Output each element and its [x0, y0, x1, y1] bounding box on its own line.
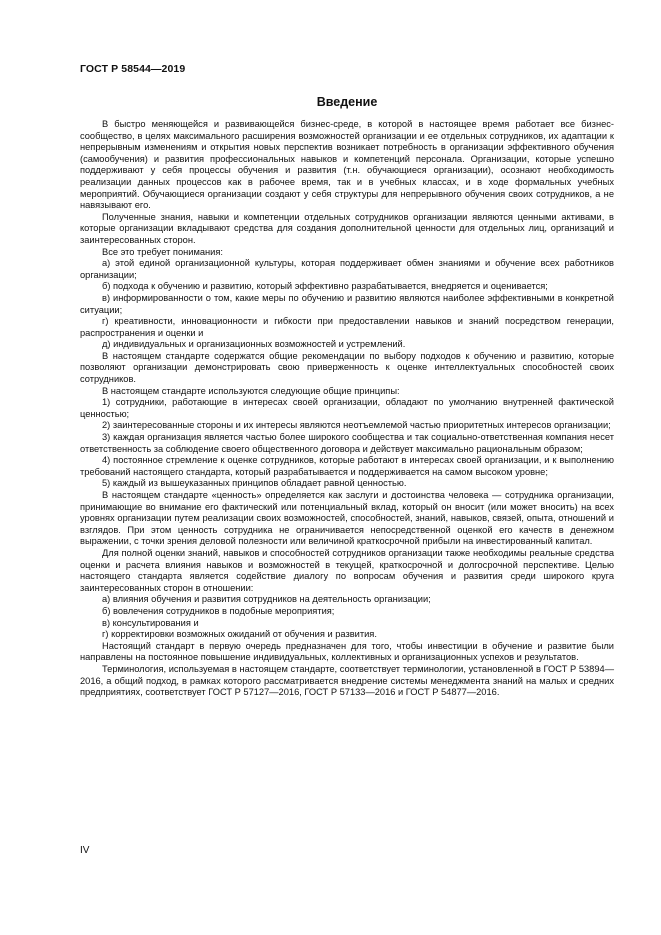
paragraph: б) вовлечения сотрудников в подобные мероприятия;	[102, 605, 335, 616]
paragraph: В настоящем стандарте содержатся общие рекомендации по выбору подходов к обучению и развитию, которые позволяют организации демонстрировать свою приверженность к оценке интеллектуальных способностей своих сотрудников.	[80, 350, 614, 385]
paragraph: в) информированности о том, какие меры по обучению и развитию являются наиболее эффективными в конкретной ситуации;	[80, 292, 614, 315]
paragraph: 3) каждая организация является частью более широкого сообщества и так социально-ответственная компания несет ответственность за соблюдение своего общественного договора и действует максимально рациональным образом;	[80, 432, 614, 454]
page-number: IV	[80, 845, 90, 856]
paragraph: г) креативности, инновационности и гибкости при предоставлении навыков и знаний посредством генерации, распространения и оценки и	[80, 316, 614, 338]
paragraph: В настоящем стандарте «ценность» определяется как заслуги и достоинства человека — сотрудника организации, принимающие во внимание его фактический или потенциальный вклад, который он вносит (или может вносить) на всех уровнях организации путем реализации своих возможностей, способностей, знаний, навыков, связей, опыта, отношений и взглядов. При этом ценность сотрудника не ограничивается непосредственной оценкой его качеств в денежном выражении, с точки зрения деловой полезности или величиной краткосрочной прибыли на инвестированный капитал.	[80, 490, 614, 547]
standard-code-header: ГОСТ Р 58544—2019	[80, 63, 186, 75]
paragraph: 1) сотрудники, работающие в интересах своей организации, обладают по умолчанию внутренней фактической ценностью;	[80, 397, 614, 419]
paragraph: в) консультирования и	[102, 617, 199, 628]
paragraph: Настоящий стандарт в первую очередь предназначен для того, чтобы инвестиции в обучение и развитие были направлены на постоянное повышение индивидуальных, коллективных и организационных успехов и результатов.	[80, 640, 614, 663]
document-body	[80, 119, 614, 699]
paragraph: В настоящем стандарте используются следующие общие принципы:	[102, 385, 400, 396]
paragraph: г) корректировки возможных ожиданий от обучения и развития.	[102, 629, 377, 640]
paragraph: Все это требует понимания:	[102, 246, 223, 257]
paragraph: Для полной оценки знаний, навыков и способностей сотрудников организации также необходимы реальные средства оценки и расчета влияния навыков и возможностей в текущей, краткосрочной и долгосрочной перспективе. Целью настоящего стандарта является содействие диалогу по вопросам обучения и развития среди широкого круга заинтересованных сторон в отношении:	[80, 547, 614, 593]
paragraph: б) подхода к обучению и развитию, который эффективно разрабатывается, внедряется и оценивается;	[102, 281, 548, 292]
paragraph: Полученные знания, навыки и компетенции отдельных сотрудников организации являются ценными активами, в которые организации вкладывают средства для создания дополнительной ценности для отдельных лиц, организаций и заинтересованных сторон.	[80, 211, 614, 245]
paragraph: а) влияния обучения и развития сотрудников на деятельность организации;	[102, 594, 431, 605]
paragraph: 5) каждый из вышеуказанных принципов обладает равной ценностью.	[102, 478, 407, 489]
paragraph: Терминология, используемая в настоящем стандарте, соответствует терминологии, установленной в ГОСТ Р 53894—2016, а общий подход, в рамках которого рассматривается внедрение системы менеджмента знаний на малых и средних предприятиях, соответствует ГОСТ Р 57127—2016, ГОСТ Р 57133—2016 и ГОСТ Р 54877—2016.	[80, 663, 614, 698]
section-title: Введение	[316, 95, 378, 109]
paragraph: В быстро меняющейся и развивающейся бизнес-среде, в которой в настоящее время работает все бизнес-сообщество, в целях максимального расширения возможностей организации и ее отдельных сотрудников, их адаптации к непрерывным изменениям и открытия новых перспектив возникает потребность в организации эффективного обучения (самообучения) и развития профессиональных навыков и компетенций персонала. Организации, которые успешно поддерживают у себя процессы обучения и развития (т.н. обучающиеся организации), осознают необходимость реализации данных процессов как в рабочее время, так и в учебных классах, и в ходе формальных учебных мероприятий. Обучающиеся организации создают у себя структуры для непрерывного обучения своих сотрудников, а не навязывают его.	[80, 119, 614, 211]
paragraph: д) индивидуальных и организационных возможностей и устремлений.	[102, 339, 406, 350]
paragraph: а) этой единой организационной культуры, которая поддерживает обмен знаниями и обучение всех работников организации;	[80, 258, 614, 280]
paragraph: 4) постоянное стремление к оценке сотрудников, которые работают в интересах своей организации, и к выполнению требований настоящего стандарта, который разрабатывается и поддерживается на самом высоком уровне;	[80, 455, 614, 477]
paragraph: 2) заинтересованные стороны и их интересы являются неотъемлемой частью приоритетных интересов организации;	[102, 420, 611, 431]
